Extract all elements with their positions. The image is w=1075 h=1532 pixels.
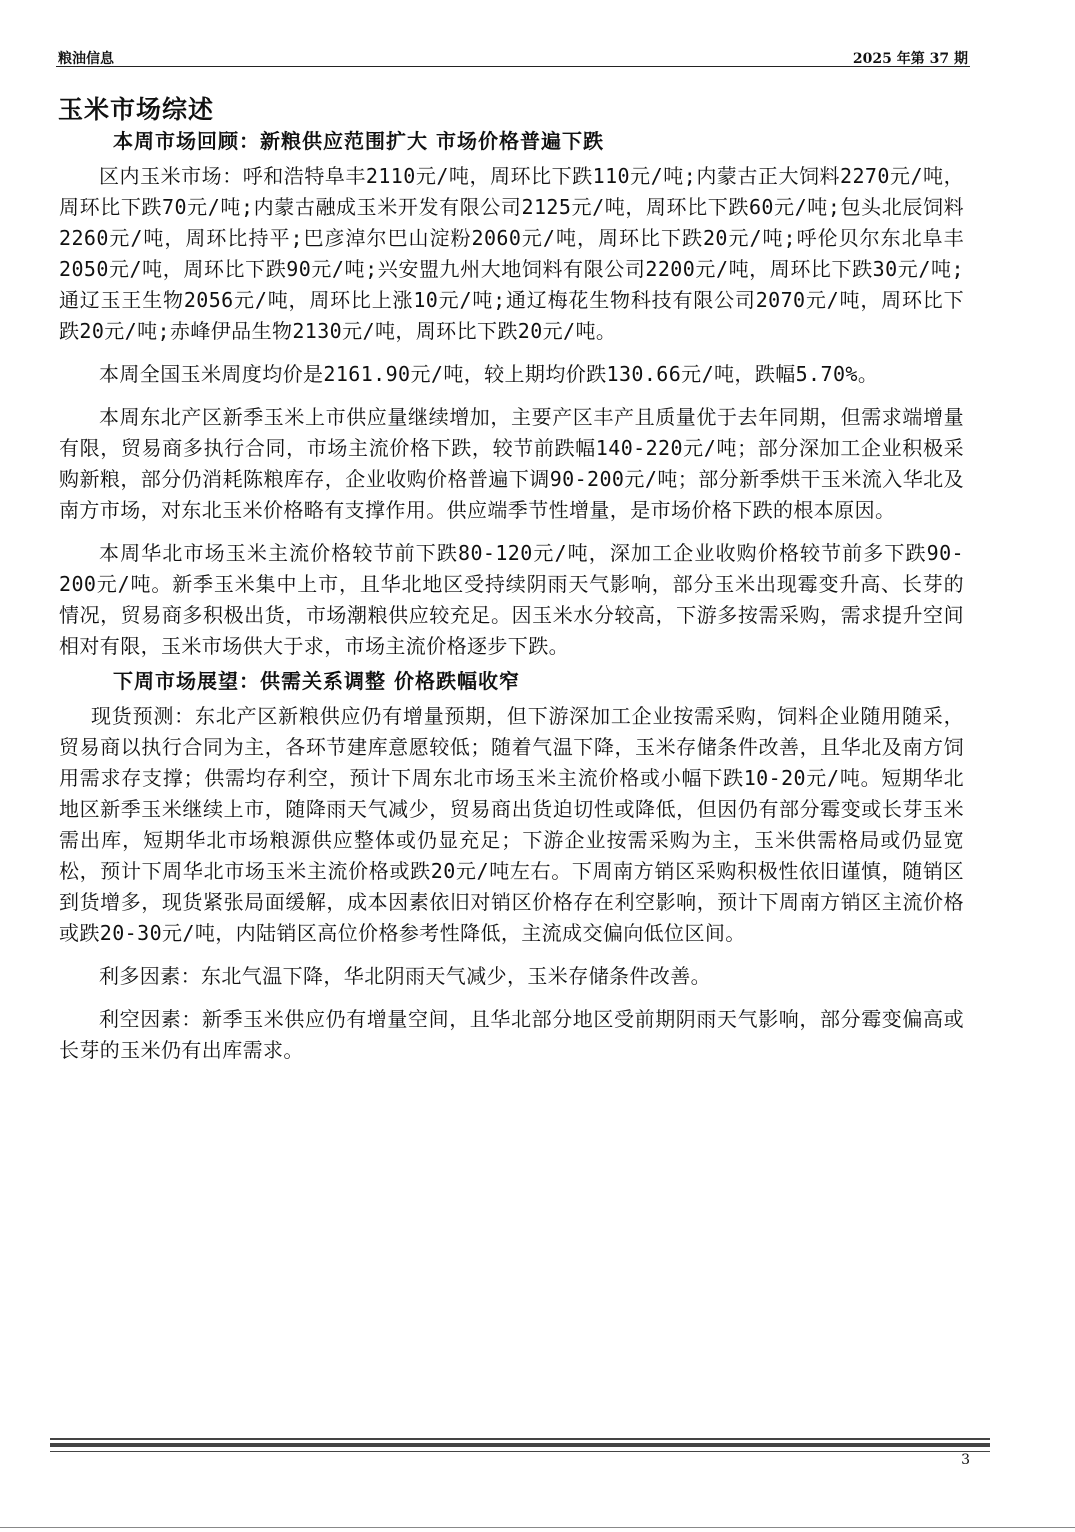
outlook-paragraph-bullish-factors: 利多因素：东北气温下降，华北阴雨天气减少，玉米存储条件改善。 bbox=[99, 964, 711, 988]
footer-divider-hairline bbox=[50, 1451, 990, 1452]
outlook-heading: 下周市场展望：供需关系调整 价格跌幅收窄 bbox=[113, 669, 520, 693]
section-title: 玉米市场综述 bbox=[58, 95, 215, 124]
article-body bbox=[59, 126, 964, 1066]
review-paragraph-regional-prices: 区内玉米市场：呼和浩特阜丰2110元/吨，周环比下跌110元/吨;内蒙古正大饲料2270元/吨，周环比下跌70元/吨;内蒙古融成玉米开发有限公司2125元/吨，周环比下跌60元/吨;包头北辰饲料2260元/吨，周环比持平;巴彦淖尔巴山淀粉2060元/吨，周环比下跌20元/吨;呼伦贝尔东北阜丰2050元/吨，周环比下跌90元/吨;兴安盟九州大地饲料有限公司2200元/吨，周环比下跌30元/吨;通辽玉王生物2056元/吨，周环比上涨10元/吨;通辽梅花生物科技有限公司2070元/吨，周环比下跌20元/吨;赤峰伊品生物2130元/吨，周环比下跌20元/吨。 bbox=[59, 164, 964, 343]
outlook-paragraph-spot-forecast: 现货预测：东北产区新粮供应仍有增量预期，但下游深加工企业按需采购，饲料企业随用随采，贸易商以执行合同为主，各环节建库意愿较低；随着气温下降，玉米存储条件改善，且华北及南方饲用需求存支撑；供需均存利空，预计下周东北市场玉米主流价格或小幅下跌10-20元/吨。短期华北地区新季玉米继续上市，随降雨天气减少，贸易商出货迫切性或降低，但因仍有部分霉变或长芽玉米需出库，短期华北市场粮源供应整体或仍显充足；下游企业按需采购为主，玉米供需格局或仍显宽松，预计下周华北市场玉米主流价格或跌20元/吨左右。下周南方销区采购积极性依旧谨慎，随销区到货增多，现货紧张局面缓解，成本因素依旧对销区价格存在利空影响，预计下周南方销区主流价格或跌20-30元/吨，内陆销区高位价格参考性降低，主流成交偏向低位区间。 bbox=[59, 704, 964, 945]
header-divider bbox=[56, 66, 970, 67]
footer-divider-thick bbox=[50, 1443, 990, 1447]
publication-name: 粮油信息 bbox=[58, 51, 114, 67]
footer-divider-thin bbox=[50, 1438, 990, 1440]
outlook-paragraph-bearish-factors: 利空因素：新季玉米供应仍有增量空间，且华北部分地区受前期阴雨天气影响，部分霉变偏高或长芽的玉米仍有出库需求。 bbox=[59, 1007, 964, 1062]
issue-number: 2025 年第 37 期 bbox=[852, 51, 968, 67]
page-header bbox=[58, 46, 968, 66]
review-heading: 本周市场回顾：新粮供应范围扩大 市场价格普遍下跌 bbox=[113, 129, 604, 153]
review-paragraph-national-average: 本周全国玉米周度均价是2161.90元/吨，较上期均价跌130.66元/吨，跌幅5.70%。 bbox=[99, 362, 879, 386]
review-paragraph-northeast: 本周东北产区新季玉米上市供应量继续增加，主要产区丰产且质量优于去年同期，但需求端增量有限，贸易商多执行合同，市场主流价格下跌，较节前跌幅140-220元/吨；部分深加工企业积极采购新粮，部分仍消耗陈粮库存，企业收购价格普遍下调90-200元/吨；部分新季烘干玉米流入华北及南方市场，对东北玉米价格略有支撑作用。供应端季节性增量，是市场价格下跌的根本原因。 bbox=[59, 405, 964, 522]
review-paragraph-north-china: 本周华北市场玉米主流价格较节前下跌80-120元/吨，深加工企业收购价格较节前多下跌90-200元/吨。新季玉米集中上市，且华北地区受持续阴雨天气影响，部分玉米出现霉变升高、长芽的情况，贸易商多积极出货，市场潮粮供应较充足。因玉米水分较高，下游多按需采购，需求提升空间相对有限，玉米市场供大于求，市场主流价格逐步下跌。 bbox=[59, 541, 964, 658]
page-number: 3 bbox=[961, 1452, 970, 1468]
page-bottom-edge bbox=[0, 1527, 1075, 1528]
